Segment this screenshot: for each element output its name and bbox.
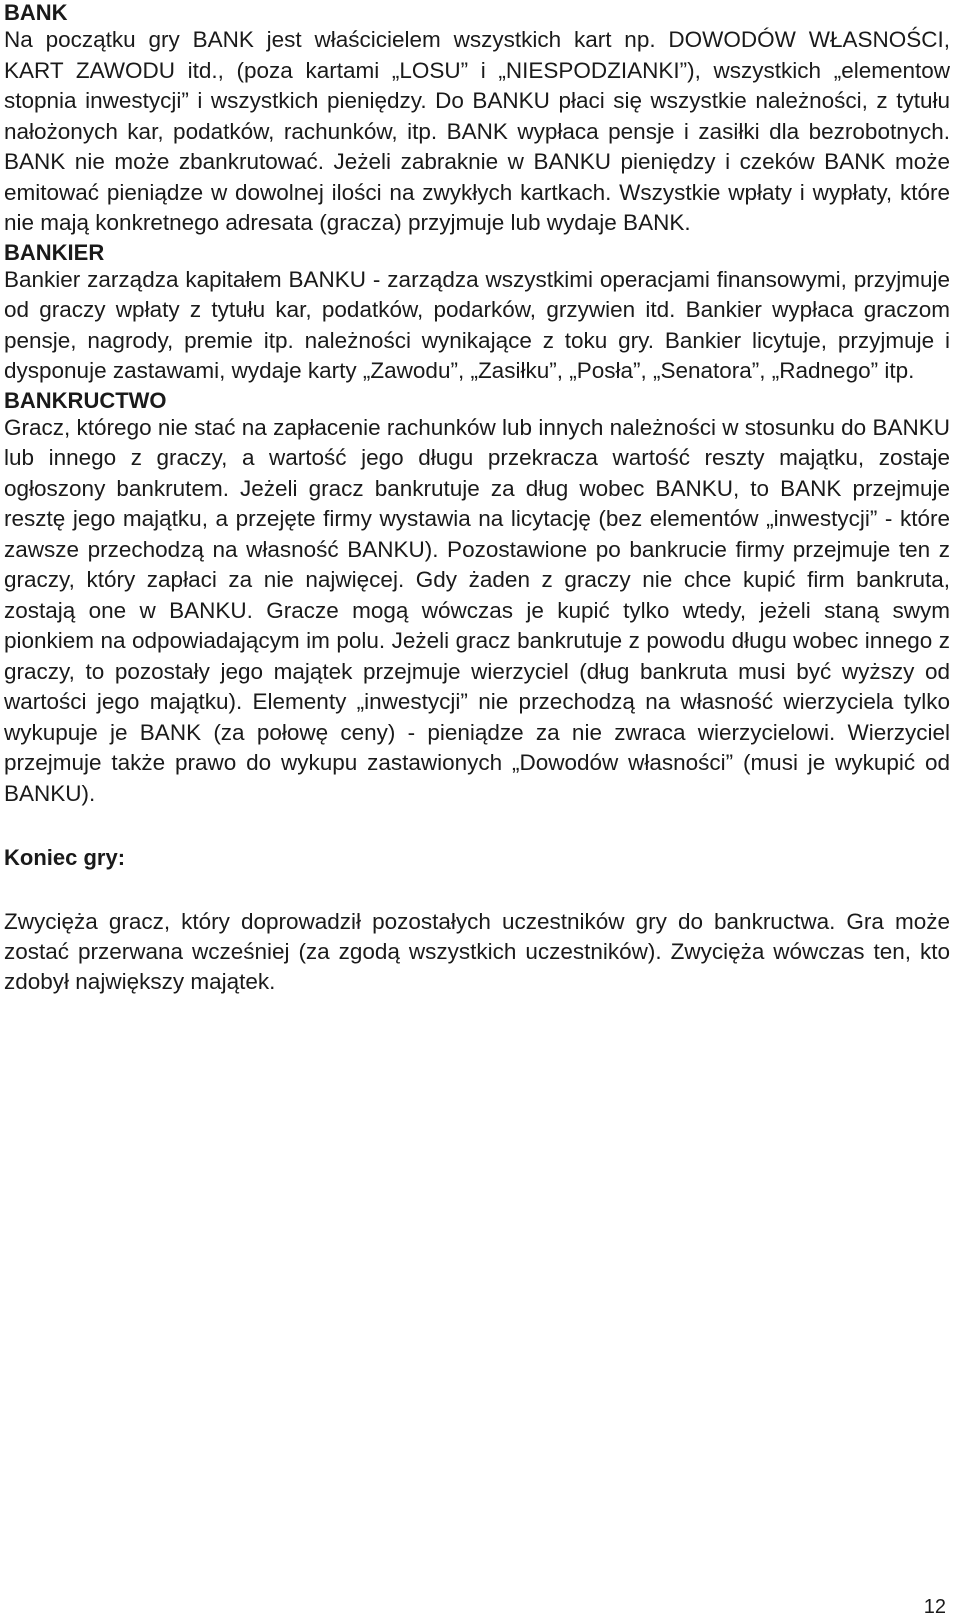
section-bankier bbox=[4, 240, 950, 387]
section-body-bankructwo: Gracz, którego nie stać na zapłacenie rachunków lub innych należności w stosunku do BANKU lub innego z graczy, a wartość jego długu przekracza wartość reszty majątku, zostaje ogłoszony bankrutem. Jeżeli gracz bankrutuje za dług wobec BANKU, to BANK przejmuje resztę jego majątku, a przejęte firmy wystawia na licytację (bez elementów „inwestycji” - które zawsze przechodzą na własność BANKU). Pozostawione po bankrucie firmy przejmuje ten z graczy, który zapłaci za nie najwięcej. Gdy żaden z graczy nie chce kupić firm bankruta, zostają one w BANKU. Gracze mogą wówczas je kupić tylko wtedy, jeżeli staną swym pionkiem na odpowiadającym im polu. Jeżeli gracz bankrutuje z powodu długu wobec innego z graczy, to pozostały jego majątek przejmuje wierzyciel (dług bankruta musi być wyższy od wartości jego majątku). Elementy „inwestycji” nie przechodzą na własność wierzyciela tylko wykupuje je BANK (za połowę ceny) - pieniądze za nie zwraca wierzycielowi. Wierzyciel przejmuje także prawo do wykupu zastawionych „Dowodów własności” (musi je wykupić od BANKU). bbox=[4, 414, 950, 806]
section-heading-bankier: BANKIER bbox=[4, 239, 105, 265]
page-number: 12 bbox=[923, 1596, 946, 1618]
section-body-bank: Na początku gry BANK jest właścicielem wszystkich kart np. DOWODÓW WŁASNOŚCI, KART ZAWODU itd., (poza kartami „LOSU” i „NIESPODZIANKI”), wszystkich „elementow stopnia inwestycji” i wszystkich pieniędzy. Do BANKU płaci się wszystkie należności, z tytułu nałożonych kar, podatków, rachunków, itp. BANK wypłaca pensje i zasiłki dla bezrobotnych. BANK nie może zbankrutować. Jeżeli zabraknie w BANKU pieniędzy i czeków BANK może emitować pieniądze w dowolnej ilości na zwykłych kartkach. Wszystkie wpłaty i wypłaty, które nie mają konkretnego adresata (gracza) przyjmuje lub wydaje BANK. bbox=[4, 27, 950, 235]
end-of-game-heading: Koniec gry: bbox=[4, 845, 126, 870]
section-end-of-game bbox=[4, 843, 950, 997]
section-body-bankier: Bankier zarządza kapitałem BANKU - zarządza wszystkimi operacjami finansowymi, przyjmuje od graczy wpłaty z tytułu kar, podatków, podarków, grzywien itd. Bankier wypłaca graczom pensje, nagrody, premie itp. należności wynikające z toku gry. Bankier licytuje, przyjmuje i dysponuje zastawami, wydaje karty „Zawodu”, „Zasiłku”, „Posła”, „Senatora”, „Radnego” itp. bbox=[4, 266, 950, 383]
section-heading-bankructwo: BANKRUCTWO bbox=[4, 387, 167, 413]
page-content bbox=[4, 0, 950, 997]
section-bank bbox=[4, 0, 950, 239]
section-heading-bank: BANK bbox=[4, 0, 68, 25]
end-of-game-body: Zwycięża gracz, który doprowadził pozostałych uczestników gry do bankructwa. Gra może zostać przerwana wcześniej (za zgodą wszystkich uczestników). Zwycięża wówczas ten, kto zdobył największy majątek. bbox=[4, 909, 950, 994]
section-bankructwo bbox=[4, 388, 950, 810]
